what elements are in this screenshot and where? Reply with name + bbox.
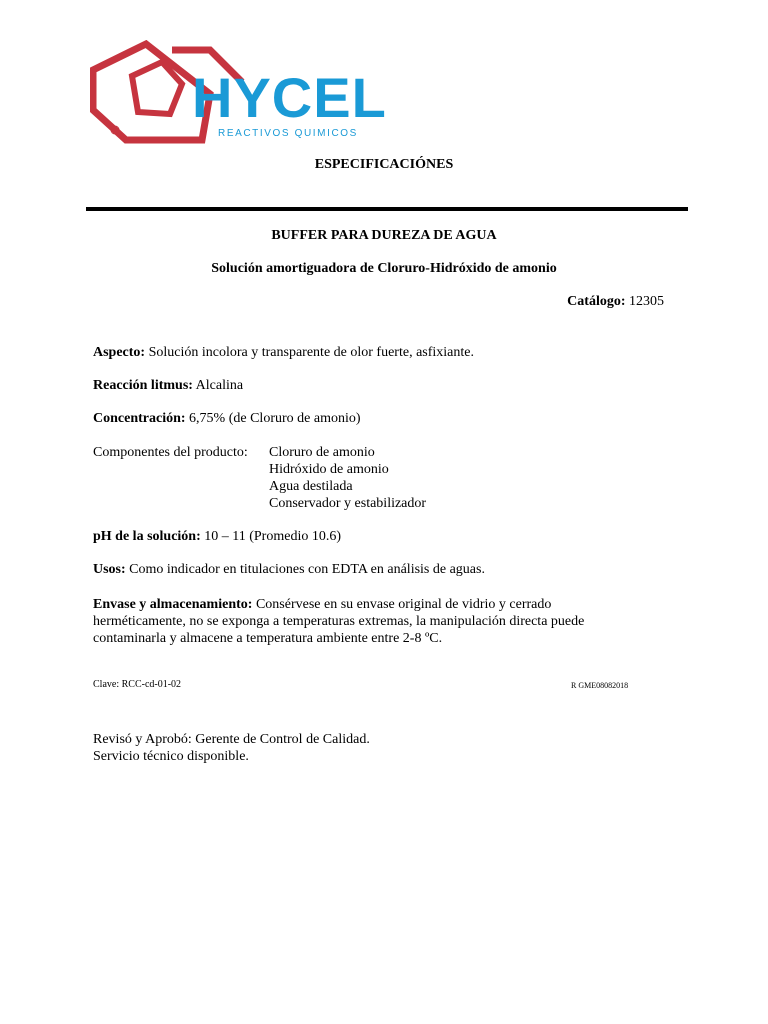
usos-label: Usos: bbox=[93, 562, 126, 577]
catalog-value: 12305 bbox=[629, 294, 664, 309]
aspecto-label: Aspecto: bbox=[93, 345, 146, 360]
ph-label: pH de la solución: bbox=[93, 529, 201, 544]
reaccion-label: Reacción litmus: bbox=[93, 378, 193, 393]
spec-usos bbox=[93, 561, 485, 578]
component-item: Conservador y estabilizador bbox=[269, 496, 427, 511]
page-title: ESPECIFICACIÓNES bbox=[314, 157, 454, 172]
envase-line: herméticamente, no se exponga a temperaturas extremas, la manipulación directa puede bbox=[93, 614, 585, 629]
spec-envase bbox=[93, 596, 551, 613]
concentracion-label: Concentración: bbox=[93, 411, 186, 426]
registered-mark: MR bbox=[111, 126, 118, 131]
spec-reaccion bbox=[93, 377, 243, 394]
brand-name: HYCEL bbox=[192, 66, 387, 129]
envase-line: contaminarla y almacene a temperatura ambiente entre 2-8 ºC. bbox=[93, 631, 443, 646]
approval-note: Revisó y Aprobó: Gerente de Control de Calidad. bbox=[93, 732, 370, 747]
envase-value: Consérvese en su envase original de vidrio y cerrado bbox=[255, 597, 552, 612]
catalog-label: Catálogo: bbox=[567, 294, 626, 309]
usos-value: Como indicador en titulaciones con EDTA en análisis de aguas. bbox=[129, 562, 485, 577]
envase-label: Envase y almacenamiento: bbox=[93, 597, 253, 612]
catalog-number bbox=[567, 294, 664, 310]
spec-aspecto bbox=[93, 344, 474, 361]
spec-concentracion bbox=[93, 410, 361, 427]
product-description: Solución amortiguadora de Cloruro-Hidróxido de amonio bbox=[211, 261, 557, 276]
spec-componentes-label: Componentes del producto: bbox=[93, 445, 248, 460]
ph-value: 10 – 11 (Promedio 10.6) bbox=[204, 529, 341, 544]
component-item: Hidróxido de amonio bbox=[269, 462, 389, 477]
product-name: BUFFER PARA DUREZA DE AGUA bbox=[271, 228, 497, 243]
spec-ph bbox=[93, 528, 341, 545]
service-note: Servicio técnico disponible. bbox=[93, 749, 249, 764]
component-item: Cloruro de amonio bbox=[269, 445, 375, 460]
component-item: Agua destilada bbox=[269, 479, 353, 494]
aspecto-value: Solución incolora y transparente de olor fuerte, asfixiante. bbox=[148, 345, 474, 360]
concentracion-value: 6,75% (de Cloruro de amonio) bbox=[189, 411, 361, 426]
revision-code: R GME08082018 bbox=[571, 681, 629, 690]
brand-tagline: REACTIVOS QUIMICOS bbox=[218, 128, 358, 139]
document-code: Clave: RCC-cd-01-02 bbox=[93, 679, 182, 690]
reaccion-value: Alcalina bbox=[195, 378, 244, 393]
header-divider bbox=[86, 207, 688, 211]
